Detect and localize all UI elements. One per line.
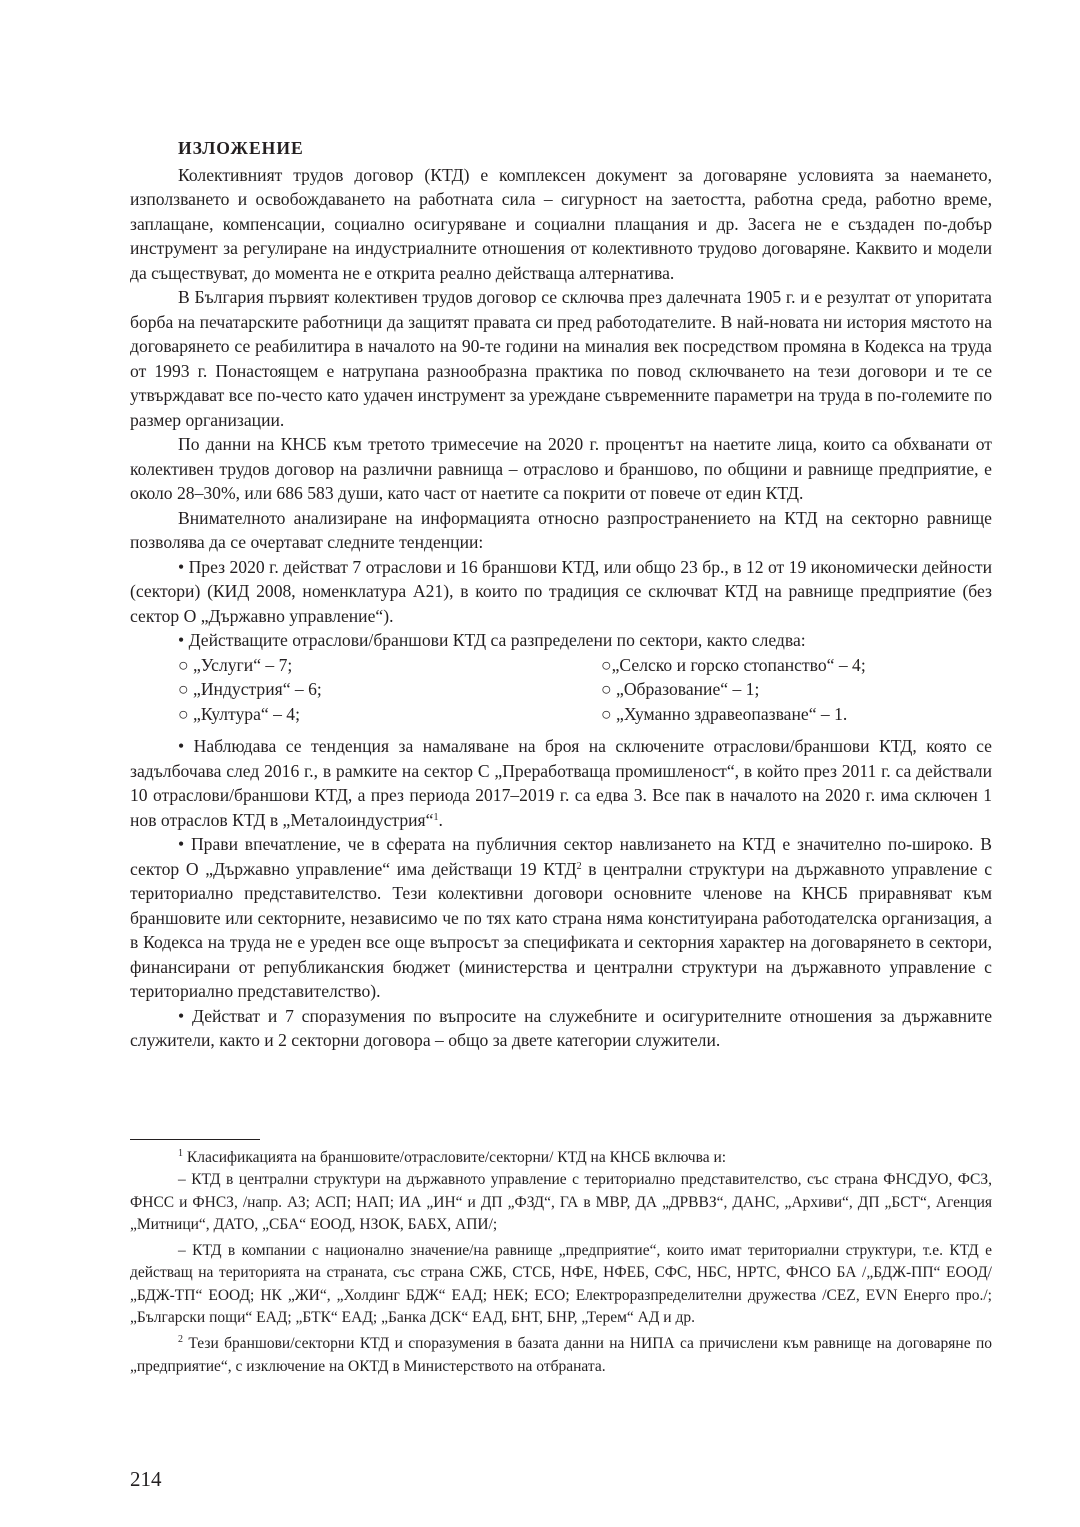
footnote-item: – КТД в централни структури на държавното управление с териториално представителство, със страна ФНСДУО, ФСЗ, ФНСС и ФНСЗ, /напр. АЗ; АСП; НАП; ИА „ИН“ и ДП „ФЗД“, ГА в МВР, ДА „ДРВВЗ“, ДАНС, „Архиви“, ДП „БСТ“, Агенция „Митници“, ДАТО, „СБА“ ЕООД, НЗОК, БАБХ, АПИ/; <box>130 1171 992 1233</box>
paragraph: В България първият колективен трудов договор се сключва през далечната 1905 г. и е резултат от упоритата борба на печатарските работници да защитят правата си пред работодателите. В най-новата ни история мястото на договарянето се реабилитира в началото на 90-те години на миналия век посредством промяна в Кодекса на труда от 1993 г. Понастоящем е натрупана разнообразна практика по повод сключването на тези договори и те се утвърждават все по-често като удачен инструмент за уреждане съвременните параметри на труда в по-големите по размер организации. <box>130 287 992 430</box>
bullet-paragraph <box>130 734 992 832</box>
section-heading: ИЗЛОЖЕНИЕ <box>178 138 304 158</box>
footnote-text: Тези браншови/секторни КТД и споразумения в базата данни на НИПА са причислени към равнище на договаряне по „предприятие“, с изключение на ОКТД в Министерството на отбраната. <box>130 1335 992 1375</box>
footnote-separator <box>130 1139 260 1140</box>
bullet-paragraph: • През 2020 г. действат 7 отраслови и 16 браншови КТД, или общо 23 бр., в 12 от 19 икономически дейности (сектори) (КИД 2008, номенклатура А21), в които по традиция се сключват КТД на равнище предприятие (без сектор О „Държавно управление“). <box>130 555 992 629</box>
sector-list-right <box>601 653 992 727</box>
sector-item: ○ „Хуманно здравеопазване“ – 1. <box>601 703 848 724</box>
sector-list-left <box>178 653 601 727</box>
footnote-1 <box>130 1147 992 1169</box>
bullet-text-end: . <box>438 809 443 830</box>
footnote-ref[interactable]: 2 <box>576 860 582 872</box>
footnote-text: Класификацията на браншовите/отрасловите/секторни/ КТД на КНСБ включва и: <box>183 1149 727 1166</box>
main-text <box>130 136 992 1053</box>
paragraph: Колективният трудов договор (КТД) е комплексен документ за договаряне условията за наемането, използването и освобождаването на работната сила – сигурност на заетостта, работна среда, работно време, заплащане, компенсации, социално осигуряване и социални плащания и др. Засега не е създаден по-добър инструмент за регулиране на индустриалните отношения от колективното трудово договаряне. Каквито и модели да съществуват, до момента не е открита реално действаща алтернатива. <box>130 164 992 283</box>
paragraph: По данни на КНСБ към третото тримесечие на 2020 г. процентът на наетите лица, които са обхванати от колективен трудов договор на различни равнища – отраслово и браншово, по общини и равнище предприятие, е около 28–30%, или 686 583 души, като част от наетите са покрити от повече от един КТД. <box>130 434 992 503</box>
bullet-text: Прави впечатление, че в сферата на публичния сектор навлизането на КТД е значително по-широко. В сектор О „Държавно управление“ има действащи 19 КТД <box>130 834 992 879</box>
bullet-paragraph: • Действащите отраслови/браншови КТД са разпределени по сектори, както следва: <box>130 628 992 653</box>
bullet-paragraph <box>130 832 992 1004</box>
bullet-paragraph: • Действат и 7 споразумения по въпросите на служебните и осигурителните отношения за държавните служители, както и 2 секторни договора – общо за двете категории служители. <box>130 1004 992 1053</box>
sector-item: ○ „Услуги“ – 7; <box>178 654 293 675</box>
footnote-number: 2 <box>178 1334 183 1346</box>
sector-item: ○ „Образование“ – 1; <box>601 679 760 699</box>
paragraph: Внимателното анализиране на информацията относно разпространението на КТД на секторно равнище позволява да се очертават следните тенденции: <box>130 507 992 552</box>
sector-item: ○ „Индустрия“ – 6; <box>178 679 322 699</box>
bullet-text: Наблюдава се тенденция за намаляване на броя на сключените отраслови/браншови КТД, която се задълбочава след 2016 г., в рамките на сектор С „Преработваща промишленост“, в който през 2011 г. са действали 10 отраслови/браншови КТД, а през периода 2017–2019 г. са едва 3. Все пак в началото на 2020 г. има сключен 1 нов отраслов КТД в „Металоиндустрия“ <box>130 736 992 830</box>
sector-list <box>178 653 992 727</box>
bullet-text-cont: в централни структури на държавното управление с териториално представителство. Тези колективни договори основните членове на КНСБ приравняват към браншовите или секторните, независимо че по тях като страна няма конституирана работодателска организация, а в Кодекса на труда не е уреден все още въпросът за спецификата и секторния характер на договарянето в сектори, финансирани от републиканския бюджет (министерства и централни структури на държавното управление с териториално представителство). <box>130 858 993 1001</box>
footnote-item: – КТД в компании с национално значение/на равнище „предприятие“, които имат териториални структури, т.е. КТД е действащ на територията на страната, със страна СЖБ, СТСБ, НФЕ, НФЕБ, СФС, НБС, НРТС, ФНСО БА /„БДЖ-ПП“ ЕООД/ „БДЖ-ТП“ ЕООД; НК „ЖИ“, „Холдинг БДЖ“ ЕАД; НЕК; ЕСО; Електроразпределителни дружества /CEZ, EVN Енерго про./; „Български пощи“ ЕАД; „БТК“ ЕАД; „Банка ДСК“ ЕАД, БНТ, БНР, „Терем“ АД и др. <box>130 1242 992 1327</box>
footnote-2 <box>130 1333 992 1378</box>
page-number: 214 <box>130 1467 162 1491</box>
sector-item: ○ „Култура“ – 4; <box>178 703 300 724</box>
footnote-ref[interactable]: 1 <box>433 811 439 823</box>
footnote-number: 1 <box>178 1148 183 1159</box>
footnotes <box>130 1147 992 1378</box>
sector-item: ○„Селско и горско стопанство“ – 4; <box>601 654 866 675</box>
